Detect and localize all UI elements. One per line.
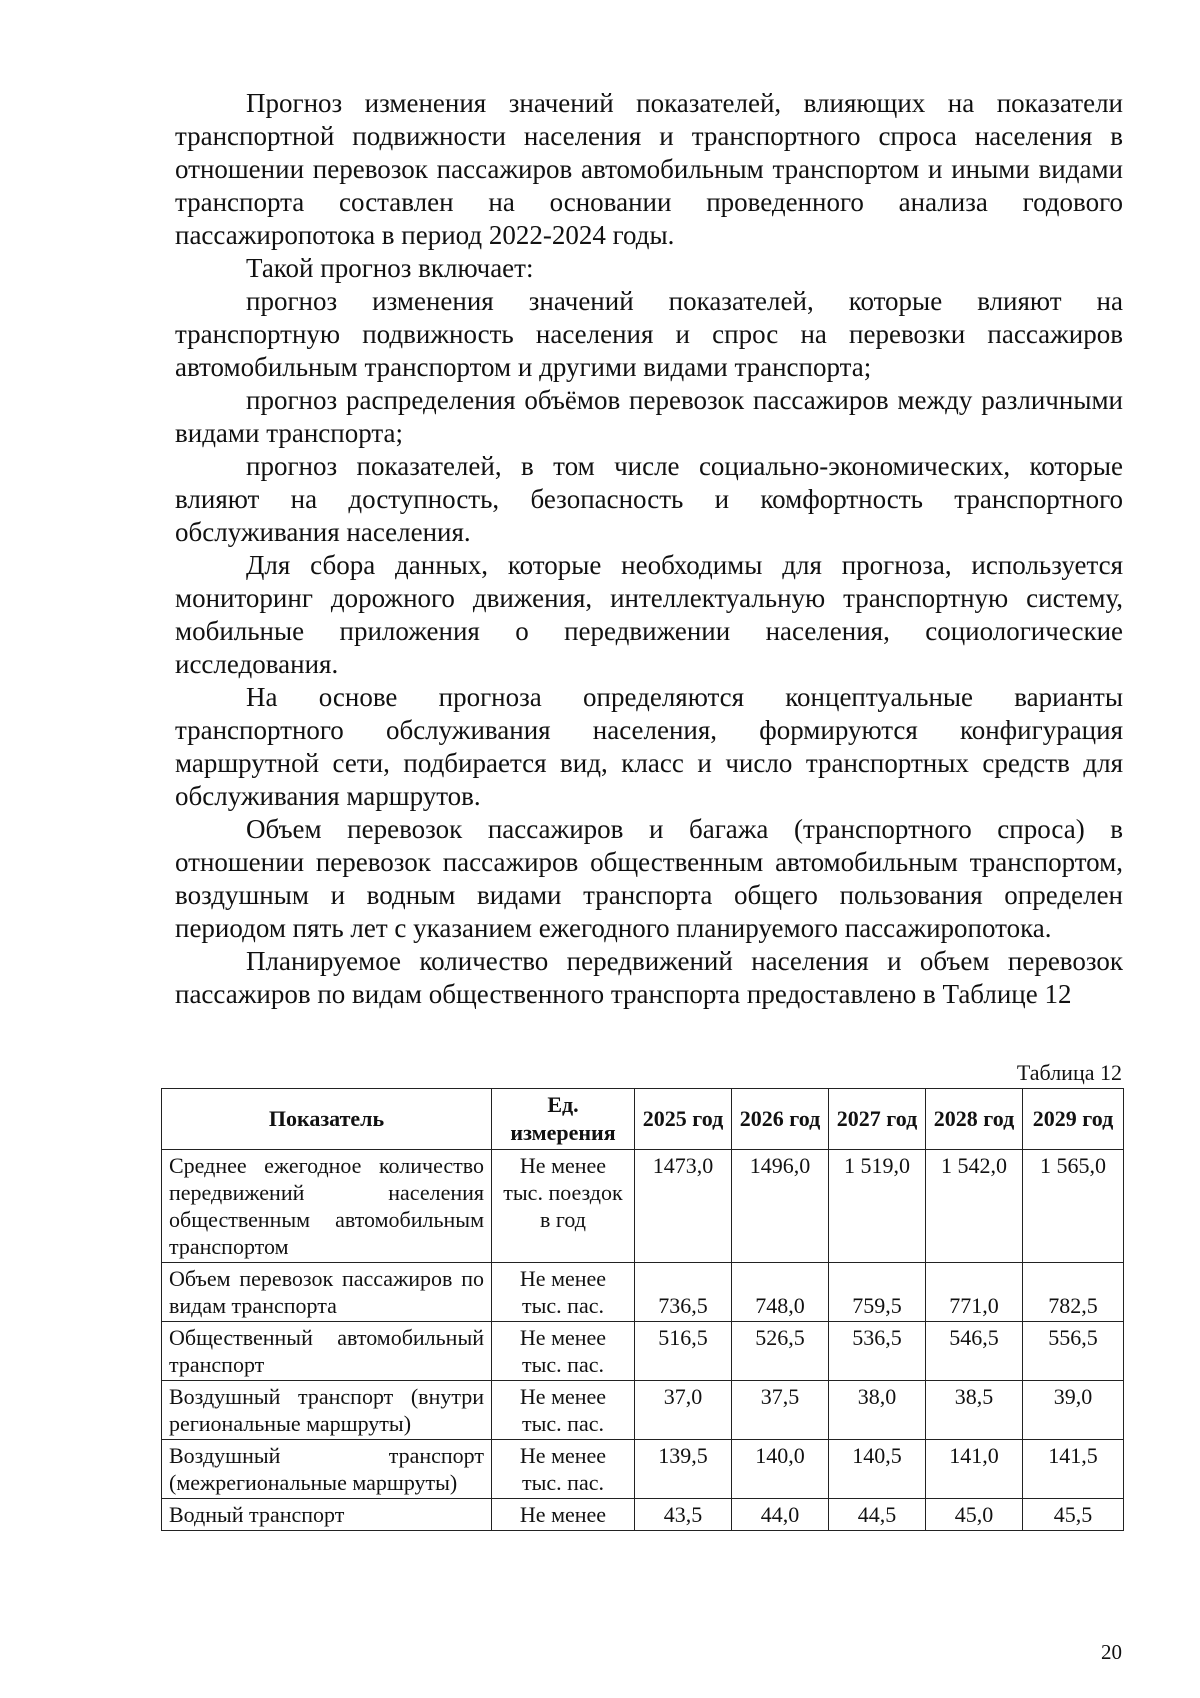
header-year: 2029 год [1023,1089,1124,1150]
row-value: 141,5 [1023,1440,1124,1499]
table-row [162,1381,1124,1440]
row-indicator: Воздушный транспорт (межрегиональные маршруты) [162,1440,492,1499]
header-indicator: Показатель [162,1089,492,1150]
table-row [162,1322,1124,1381]
row-value: 782,5 [1023,1263,1124,1322]
row-value: 759,5 [829,1263,926,1322]
row-value: 44,5 [829,1499,926,1531]
row-unit: Не менее тыс. пас. [492,1263,635,1322]
row-indicator: Водный транспорт [162,1499,492,1531]
row-value: 37,0 [635,1381,732,1440]
row-value: 1 519,0 [829,1150,926,1263]
body-text [175,87,1123,1011]
row-value: 771,0 [926,1263,1023,1322]
row-value: 1473,0 [635,1150,732,1263]
paragraph: Планируемое количество передвижений населения и объем перевозок пассажиров по видам общественного транспорта предоставлено в Таблице 12 [175,946,1123,1009]
row-unit: Не менее тыс. пас. [492,1381,635,1440]
table-row [162,1263,1124,1322]
row-value: 516,5 [635,1322,732,1381]
paragraph: Для сбора данных, которые необходимы для прогноза, используется мониторинг дорожного движения, интеллектуальную транспортную систему, мобильные приложения о передвижении населения, социологические исследования. [175,550,1123,679]
row-value: 45,0 [926,1499,1023,1531]
row-value: 140,0 [732,1440,829,1499]
row-unit: Не менее тыс. пас. [492,1440,635,1499]
header-year: 2026 год [732,1089,829,1150]
table-row [162,1150,1124,1263]
row-value: 44,0 [732,1499,829,1531]
row-value: 38,5 [926,1381,1023,1440]
row-value: 1496,0 [732,1150,829,1263]
row-unit: Не менее тыс. пас. [492,1322,635,1381]
row-value: 556,5 [1023,1322,1124,1381]
table-header-row [162,1089,1124,1150]
forecast-table [161,1088,1124,1531]
header-year: 2025 год [635,1089,732,1150]
row-value: 139,5 [635,1440,732,1499]
list-paragraph: прогноз распределения объёмов перевозок пассажиров между различными видами транспорта; [175,385,1123,448]
row-value: 736,5 [635,1263,732,1322]
row-value: 1 565,0 [1023,1150,1124,1263]
paragraph: Объем перевозок пассажиров и багажа (транспортного спроса) в отношении перевозок пассажиров общественным автомобильным транспортом, воздушным и водным видами транспорта общего пользования определен периодом пять лет с указанием ежегодного планируемого пассажиропотока. [175,814,1123,943]
list-paragraph: прогноз показателей, в том числе социально-экономических, которые влияют на доступность, безопасность и комфортность транспортного обслуживания населения. [175,451,1123,547]
row-value: 141,0 [926,1440,1023,1499]
row-value: 45,5 [1023,1499,1124,1531]
row-value: 546,5 [926,1322,1023,1381]
header-year: 2028 год [926,1089,1023,1150]
header-year: 2027 год [829,1089,926,1150]
header-unit: Ед. измерения [492,1089,635,1150]
row-value: 39,0 [1023,1381,1124,1440]
row-value: 38,0 [829,1381,926,1440]
paragraph: На основе прогноза определяются концептуальные варианты транспортного обслуживания населения, формируются конфигурация маршрутной сети, подбирается вид, класс и число транспортных средств для обслуживания маршрутов. [175,682,1123,811]
row-value: 140,5 [829,1440,926,1499]
row-value: 526,5 [732,1322,829,1381]
row-unit: Не менее тыс. поездок в год [492,1150,635,1263]
row-value: 536,5 [829,1322,926,1381]
paragraph: Такой прогноз включает: [246,253,534,283]
row-value: 43,5 [635,1499,732,1531]
row-value: 1 542,0 [926,1150,1023,1263]
row-indicator: Воздушный транспорт (внутри региональные маршруты) [162,1381,492,1440]
table-row [162,1440,1124,1499]
row-indicator: Общественный автомобильный транспорт [162,1322,492,1381]
row-indicator: Объем перевозок пассажиров по видам транспорта [162,1263,492,1322]
page-number: 20 [1101,1640,1122,1664]
table-row [162,1499,1124,1531]
paragraph: Прогноз изменения значений показателей, влияющих на показатели транспортной подвижности населения и транспортного спроса населения в отношении перевозок пассажиров автомобильным транспортом и иными видами транспорта составлен на основании проведенного анализа годового пассажиропотока в период 2022-2024 годы. [175,88,1123,250]
row-value: 748,0 [732,1263,829,1322]
row-indicator: Среднее ежегодное количество передвижений населения общественным автомобильным транспортом [162,1150,492,1263]
row-unit: Не менее [492,1499,635,1531]
row-value: 37,5 [732,1381,829,1440]
list-paragraph: прогноз изменения значений показателей, которые влияют на транспортную подвижность населения и спрос на перевозки пассажиров автомобильным транспортом и другими видами транспорта; [175,286,1123,382]
table-caption: Таблица 12 [1016,1060,1122,1085]
